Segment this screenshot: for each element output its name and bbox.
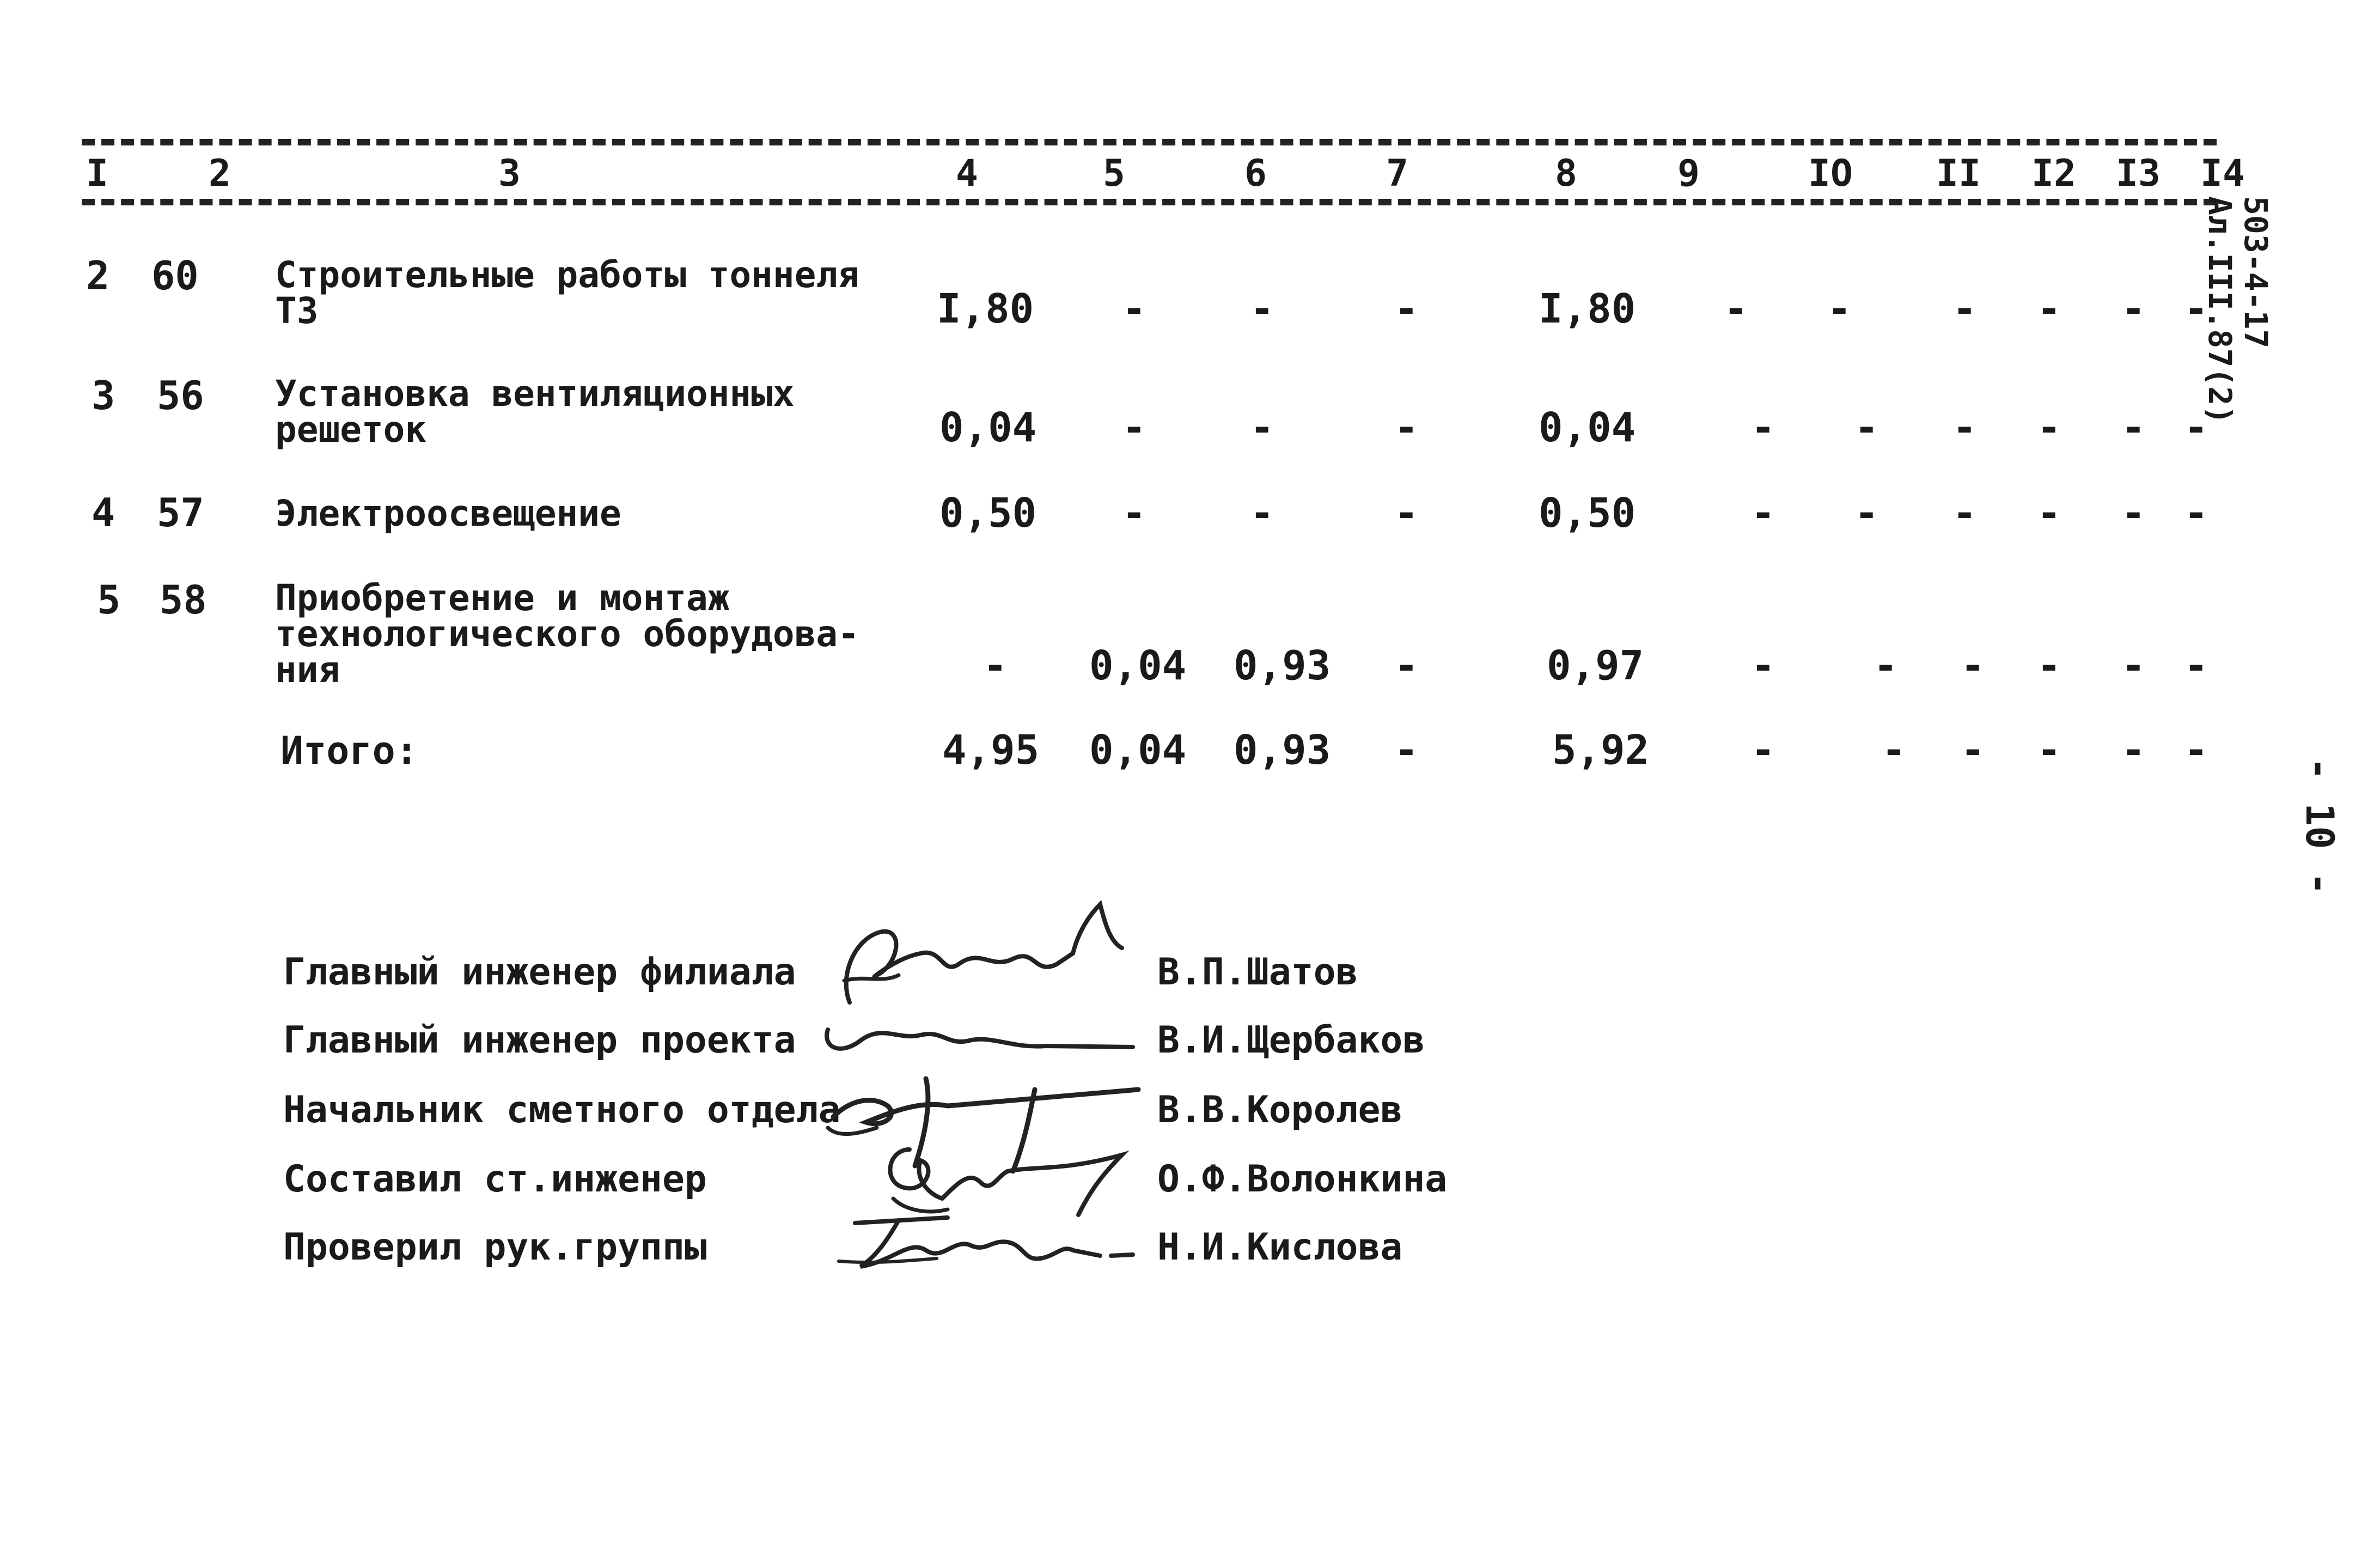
cell-col-9: - bbox=[1751, 404, 1775, 451]
cell-col-10: - bbox=[1874, 642, 1898, 689]
row-code: 56 bbox=[157, 373, 204, 418]
signature-title: Главный инженер проекта bbox=[283, 1019, 796, 1062]
signature-title: Начальник сметного отдела bbox=[283, 1088, 841, 1132]
signature-name: Н.И.Кислова bbox=[1157, 1226, 1403, 1269]
cell-col-10: - bbox=[1827, 285, 1852, 332]
cell-col-6: - bbox=[1250, 285, 1274, 332]
signature-title: Составил ст.инженер bbox=[283, 1158, 707, 1201]
row-number: 4 bbox=[91, 490, 115, 536]
signature-name: В.П.Шатов bbox=[1157, 951, 1358, 994]
row-description-line: Электроосвещение bbox=[275, 492, 621, 534]
row-description-line: Строительные работы тоннеля bbox=[275, 254, 859, 296]
cell-col-4: - bbox=[983, 642, 1008, 689]
cell-col-11: - bbox=[1961, 642, 1985, 689]
col-header-14: I4 bbox=[2200, 152, 2245, 195]
side-code-line-1: 503-4-17 bbox=[2237, 196, 2274, 349]
cell-col-12: - bbox=[2037, 285, 2061, 332]
total-col-11: - bbox=[1961, 727, 1985, 774]
page-number: - 10 - bbox=[2297, 757, 2342, 895]
cell-col-8: I,80 bbox=[1539, 285, 1636, 332]
total-col-9: - bbox=[1751, 727, 1775, 774]
side-code-line-2: Ал.III.87(2) bbox=[2201, 196, 2238, 425]
total-label: Итого: bbox=[280, 728, 418, 773]
cell-col-11: - bbox=[1952, 285, 1977, 332]
cell-col-9: - bbox=[1724, 285, 1748, 332]
signature-name: В.И.Щербаков bbox=[1157, 1019, 1425, 1062]
col-header-12: I2 bbox=[2031, 152, 2076, 195]
col-header-11: II bbox=[1936, 152, 1981, 195]
col-header-3: 3 bbox=[498, 152, 521, 195]
col-header-5: 5 bbox=[1103, 152, 1125, 195]
row-description-line: Приобретение и монтаж bbox=[275, 577, 730, 619]
signature-name: О.Ф.Волонкина bbox=[1157, 1158, 1448, 1201]
cell-col-4: 0,04 bbox=[939, 404, 1037, 451]
cell-col-8: 0,04 bbox=[1539, 404, 1636, 451]
cell-col-6: - bbox=[1250, 490, 1274, 537]
cell-col-5: - bbox=[1122, 490, 1146, 537]
row-description-line: ТЗ bbox=[275, 290, 319, 332]
col-header-1: I bbox=[86, 152, 108, 195]
total-col-8: 5,92 bbox=[1552, 727, 1650, 774]
cell-col-14: - bbox=[2184, 404, 2208, 451]
col-header-6: 6 bbox=[1244, 152, 1267, 195]
cell-col-13: - bbox=[2121, 285, 2146, 332]
cell-col-12: - bbox=[2037, 642, 2061, 689]
cell-col-11: - bbox=[1952, 490, 1977, 537]
side-document-code bbox=[2202, 196, 2274, 424]
row-code: 60 bbox=[151, 253, 199, 299]
signature-title: Проверил рук.группы bbox=[283, 1226, 707, 1269]
cell-col-9: - bbox=[1751, 490, 1775, 537]
row-description-line: ния bbox=[275, 649, 340, 691]
signature-name: В.В.Королев bbox=[1157, 1088, 1403, 1132]
total-col-14: - bbox=[2184, 727, 2208, 774]
col-header-2: 2 bbox=[209, 152, 231, 195]
handwritten-signature-mark bbox=[817, 1207, 1155, 1278]
cell-col-12: - bbox=[2037, 404, 2061, 451]
total-col-4: 4,95 bbox=[942, 727, 1040, 774]
cell-col-8: 0,50 bbox=[1539, 490, 1636, 537]
row-code: 57 bbox=[157, 490, 204, 536]
signature-title: Главный инженер филиала bbox=[283, 951, 796, 994]
cell-col-14: - bbox=[2184, 490, 2208, 537]
cell-col-5: 0,04 bbox=[1089, 642, 1187, 689]
cell-col-13: - bbox=[2121, 404, 2146, 451]
total-col-10: - bbox=[1882, 727, 1906, 774]
cell-col-14: - bbox=[2184, 642, 2208, 689]
cell-col-8: 0,97 bbox=[1547, 642, 1644, 689]
cell-col-11: - bbox=[1952, 404, 1977, 451]
row-description-line: решеток bbox=[275, 409, 427, 451]
row-number: 3 bbox=[91, 373, 115, 418]
cell-col-7: - bbox=[1394, 642, 1419, 689]
total-col-13: - bbox=[2121, 727, 2146, 774]
cell-col-13: - bbox=[2121, 490, 2146, 537]
cell-col-6: - bbox=[1250, 404, 1274, 451]
header-top-rule bbox=[82, 139, 2217, 145]
cell-col-4: I,80 bbox=[937, 285, 1034, 332]
total-col-5: 0,04 bbox=[1089, 727, 1187, 774]
cell-col-9: - bbox=[1751, 642, 1775, 689]
cell-col-6: 0,93 bbox=[1234, 642, 1331, 689]
col-header-10: IO bbox=[1808, 152, 1853, 195]
col-header-13: I3 bbox=[2116, 152, 2161, 195]
cell-col-7: - bbox=[1394, 404, 1419, 451]
handwritten-signature-mark bbox=[817, 1008, 1155, 1073]
cell-col-14: - bbox=[2184, 285, 2208, 332]
row-code: 58 bbox=[160, 577, 207, 623]
cell-col-5: - bbox=[1122, 285, 1146, 332]
cell-col-10: - bbox=[1854, 490, 1879, 537]
total-col-7: - bbox=[1394, 727, 1419, 774]
cell-col-5: - bbox=[1122, 404, 1146, 451]
cell-col-7: - bbox=[1394, 285, 1419, 332]
cell-col-7: - bbox=[1394, 490, 1419, 537]
col-header-9: 9 bbox=[1677, 152, 1700, 195]
col-header-7: 7 bbox=[1386, 152, 1408, 195]
row-description-line: технологического оборудова- bbox=[275, 613, 859, 655]
cell-col-12: - bbox=[2037, 490, 2061, 537]
header-bottom-rule bbox=[82, 199, 2217, 205]
row-description-line: Установка вентиляционных bbox=[275, 373, 795, 415]
cell-col-10: - bbox=[1854, 404, 1879, 451]
cell-col-13: - bbox=[2121, 642, 2146, 689]
total-col-12: - bbox=[2037, 727, 2061, 774]
row-number: 2 bbox=[86, 253, 110, 299]
row-number: 5 bbox=[97, 577, 121, 623]
col-header-4: 4 bbox=[956, 152, 978, 195]
col-header-8: 8 bbox=[1555, 152, 1577, 195]
cell-col-4: 0,50 bbox=[939, 490, 1037, 537]
total-col-6: 0,93 bbox=[1234, 727, 1331, 774]
